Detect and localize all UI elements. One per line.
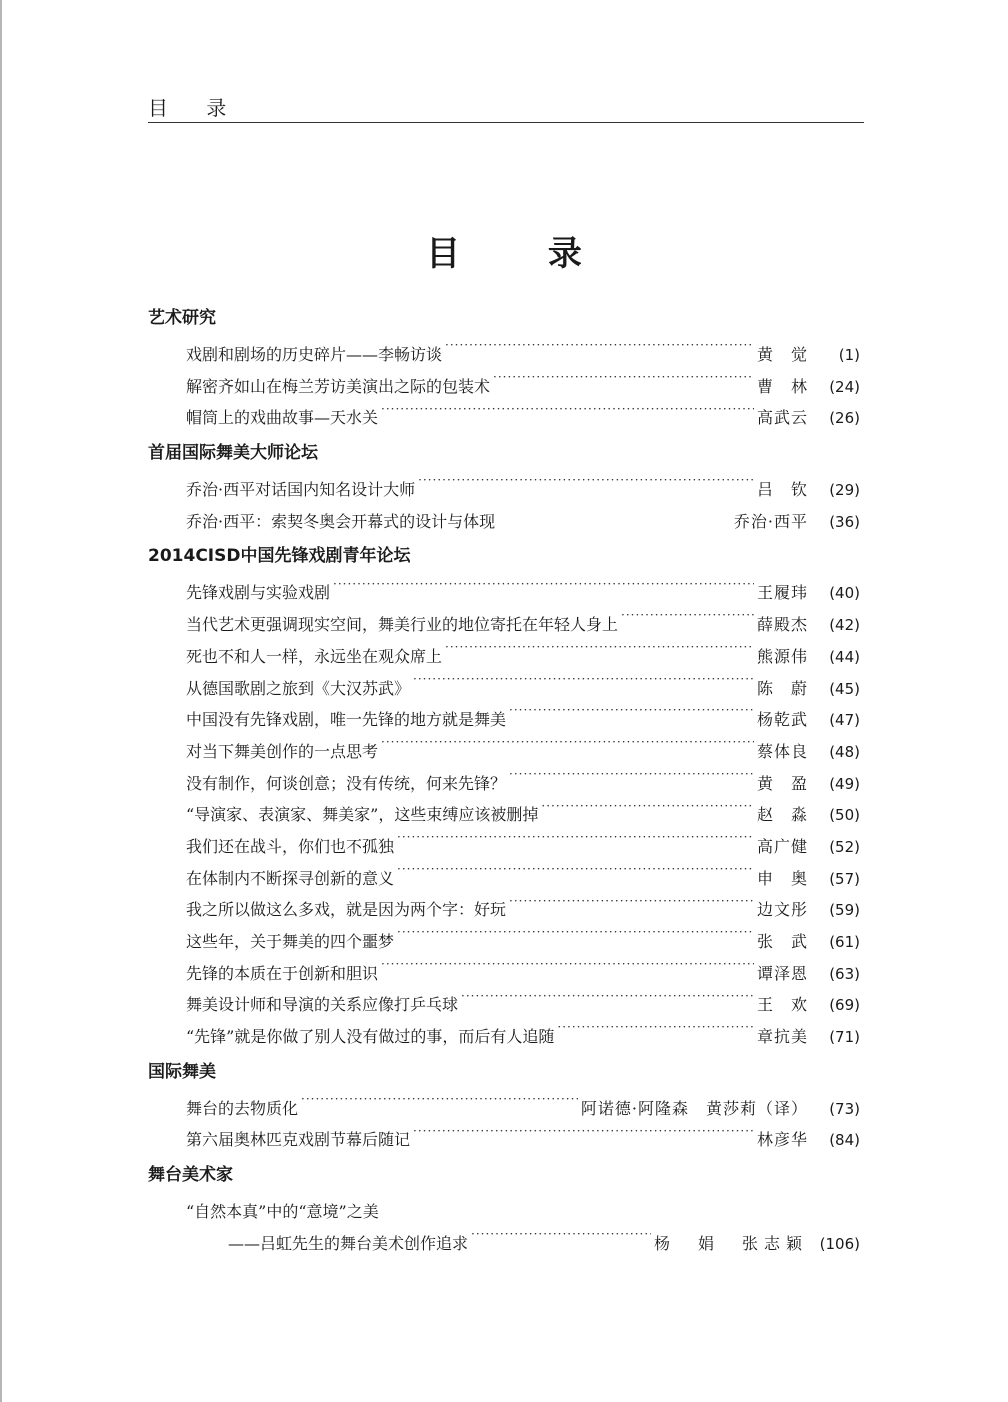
toc-entry[interactable] <box>148 831 860 863</box>
toc-entry[interactable] <box>148 863 860 895</box>
page-title: 目 录 <box>426 234 620 274</box>
toc-entry[interactable] <box>148 1124 860 1156</box>
entry-page: (24) <box>829 377 860 396</box>
entry-title: 我们还在战斗，你们也不孤独 <box>186 836 395 856</box>
entry-page: (29) <box>829 481 860 500</box>
entry-title: 我之所以做这么多戏，就是因为两个字：好玩 <box>186 900 507 920</box>
entry-title: 第六届奥林匹克戏剧节幕后随记 <box>186 1130 411 1150</box>
running-head: 目 录 <box>148 96 243 120</box>
entry-page: (59) <box>829 901 860 920</box>
toc-entry[interactable] <box>148 339 860 371</box>
entry-title: 当代艺术更强调现实空间，舞美行业的地位寄托在年轻人身上 <box>186 615 619 635</box>
entry-author: 熊源伟 <box>756 646 808 666</box>
dot-leader <box>445 646 754 662</box>
entry-page: (73) <box>829 1099 860 1118</box>
toc-entry[interactable] <box>148 371 860 403</box>
entry-author: 章抗美 <box>756 1027 808 1047</box>
toc-entry[interactable] <box>148 474 860 506</box>
toc-entry[interactable] <box>148 989 860 1021</box>
entry-page: (63) <box>829 964 860 983</box>
dot-leader <box>413 678 754 694</box>
entry-title: “自然本真”中的“意境”之美 <box>186 1202 379 1222</box>
dot-leader <box>621 614 754 630</box>
dot-leader <box>493 376 754 392</box>
entry-author: 曹 林 <box>756 376 808 396</box>
entry-page: (69) <box>829 996 860 1015</box>
toc-entry[interactable] <box>148 641 860 673</box>
entry-page: (50) <box>829 806 860 825</box>
section-title: 艺术研究 <box>148 308 216 328</box>
entry-author: 林彦华 <box>756 1130 808 1150</box>
entry-author: 杨乾武 <box>756 710 808 730</box>
toc-entry[interactable] <box>148 894 860 926</box>
entry-title: 戏剧和剧场的历史碎片——李畅访谈 <box>186 345 443 364</box>
toc-entry[interactable] <box>148 958 860 990</box>
toc-entry[interactable] <box>148 577 860 609</box>
entry-author: 赵 淼 <box>756 805 808 825</box>
entry-page: (26) <box>829 409 860 428</box>
entry-title: 帽筒上的戏曲故事—天水关 <box>186 408 379 428</box>
dot-leader <box>418 479 754 495</box>
entry-title: ——吕虹先生的舞台美术创作追求 <box>228 1233 469 1253</box>
entry-page: (1) <box>838 346 860 364</box>
toc-entry[interactable] <box>148 926 860 958</box>
entry-page: (42) <box>829 616 860 635</box>
entry-title: 从德国歌剧之旅到《大汉苏武》 <box>186 678 411 698</box>
entry-title: 在体制内不断探寻创新的意义 <box>186 868 395 888</box>
entry-author: 王 欢 <box>756 995 808 1015</box>
entry-title: 先锋的本质在于创新和胆识 <box>186 963 379 983</box>
entry-author: 申 奥 <box>756 868 808 888</box>
entry-title: 死也不和人一样，永远坐在观众席上 <box>186 646 443 666</box>
dot-leader <box>333 582 754 598</box>
toc-entry[interactable] <box>148 1021 860 1053</box>
entry-author: 杨 娟 张志颖 <box>653 1233 808 1253</box>
entry-author: 黄 觉 <box>756 345 808 364</box>
entry-page: (49) <box>829 774 860 793</box>
header-rule <box>148 122 864 123</box>
dot-leader <box>471 1233 651 1249</box>
toc-entry[interactable] <box>148 704 860 736</box>
entry-page: (47) <box>829 711 860 730</box>
entry-title: “导演家、表演家、舞美家”，这些束缚应该被删掉 <box>186 805 539 825</box>
toc-entry[interactable] <box>148 506 860 538</box>
entry-author: 黄 盈 <box>756 773 808 793</box>
section-title: 国际舞美 <box>148 1061 216 1082</box>
entry-page: (44) <box>829 647 860 666</box>
entry-author: 张 武 <box>756 932 808 951</box>
toc-entry-subtitle[interactable] <box>148 1228 860 1260</box>
toc-entry[interactable] <box>148 736 860 768</box>
entry-author: 高武云 <box>756 408 808 428</box>
entry-title: 乔治·西平对话国内知名设计大师 <box>186 480 416 500</box>
dot-leader <box>445 344 754 360</box>
entry-title: 乔治·西平：索契冬奥会开幕式的设计与体现 <box>186 511 496 531</box>
section-title: 舞台美术家 <box>148 1165 233 1186</box>
entry-title: 中国没有先锋戏剧，唯一先锋的地方就是舞美 <box>186 710 507 730</box>
dot-leader <box>397 931 754 947</box>
entry-page: (106) <box>819 1234 860 1253</box>
entry-author: 谭泽恩 <box>756 963 808 983</box>
entry-title: 舞台的去物质化 <box>186 1098 299 1118</box>
entry-title: “先锋”就是你做了别人没有做过的事，而后有人追随 <box>186 1027 555 1047</box>
dot-leader <box>397 836 754 852</box>
entry-title: 没有制作，何谈创意；没有传统，何来先锋？ <box>186 773 507 793</box>
entry-title: 这些年，关于舞美的四个噩梦 <box>186 932 395 951</box>
entry-page: (84) <box>829 1131 860 1150</box>
dot-leader <box>301 1098 578 1114</box>
dot-leader <box>509 709 754 725</box>
entry-title: 对当下舞美创作的一点思考 <box>186 741 379 761</box>
toc-entry[interactable] <box>148 609 860 641</box>
dot-leader <box>509 773 754 789</box>
dot-leader <box>461 994 754 1010</box>
entry-page: (52) <box>829 837 860 856</box>
dot-leader <box>397 868 754 884</box>
toc-entry[interactable] <box>148 1196 860 1228</box>
page-edge <box>0 0 2 1402</box>
entry-page: (71) <box>829 1028 860 1047</box>
section-title: 2014CISD中国先锋戏剧青年论坛 <box>148 546 411 567</box>
entry-title: 先锋戏剧与实验戏剧 <box>186 583 331 603</box>
entry-author: 陈 蔚 <box>756 678 808 698</box>
toc-entry[interactable] <box>148 673 860 705</box>
dot-leader <box>509 899 754 915</box>
toc-entry[interactable] <box>148 768 860 800</box>
entry-author: 乔治·西平 <box>733 511 808 531</box>
entry-author: 阿诺德·阿隆森 黄莎莉（译） <box>580 1098 808 1118</box>
dot-leader <box>413 1129 754 1145</box>
entry-page: (45) <box>829 679 860 698</box>
dot-leader <box>557 1026 754 1042</box>
toc-entry[interactable] <box>148 799 860 831</box>
entry-author: 高广健 <box>756 836 808 856</box>
dot-leader <box>541 804 754 820</box>
toc-entry[interactable] <box>148 1093 860 1125</box>
entry-page: (48) <box>829 742 860 761</box>
entry-page: (61) <box>829 933 860 951</box>
entry-page: (57) <box>829 869 860 888</box>
toc-entry[interactable] <box>148 402 860 434</box>
entry-title: 舞美设计师和导演的关系应像打乒乓球 <box>186 995 459 1015</box>
dot-leader <box>381 407 754 423</box>
entry-page: (36) <box>829 512 860 531</box>
entry-author: 蔡体良 <box>756 741 808 761</box>
entry-author: 边文彤 <box>756 900 808 920</box>
table-of-contents <box>148 305 860 1260</box>
entry-author: 王履玮 <box>756 583 808 603</box>
entry-title: 解密齐如山在梅兰芳访美演出之际的包装术 <box>186 376 491 396</box>
dot-leader <box>381 963 754 979</box>
section-title: 首届国际舞美大师论坛 <box>148 443 318 464</box>
entry-author: 吕 钦 <box>756 480 808 500</box>
dot-leader <box>381 741 754 757</box>
entry-author: 薛殿杰 <box>756 615 808 635</box>
entry-page: (40) <box>829 584 860 603</box>
